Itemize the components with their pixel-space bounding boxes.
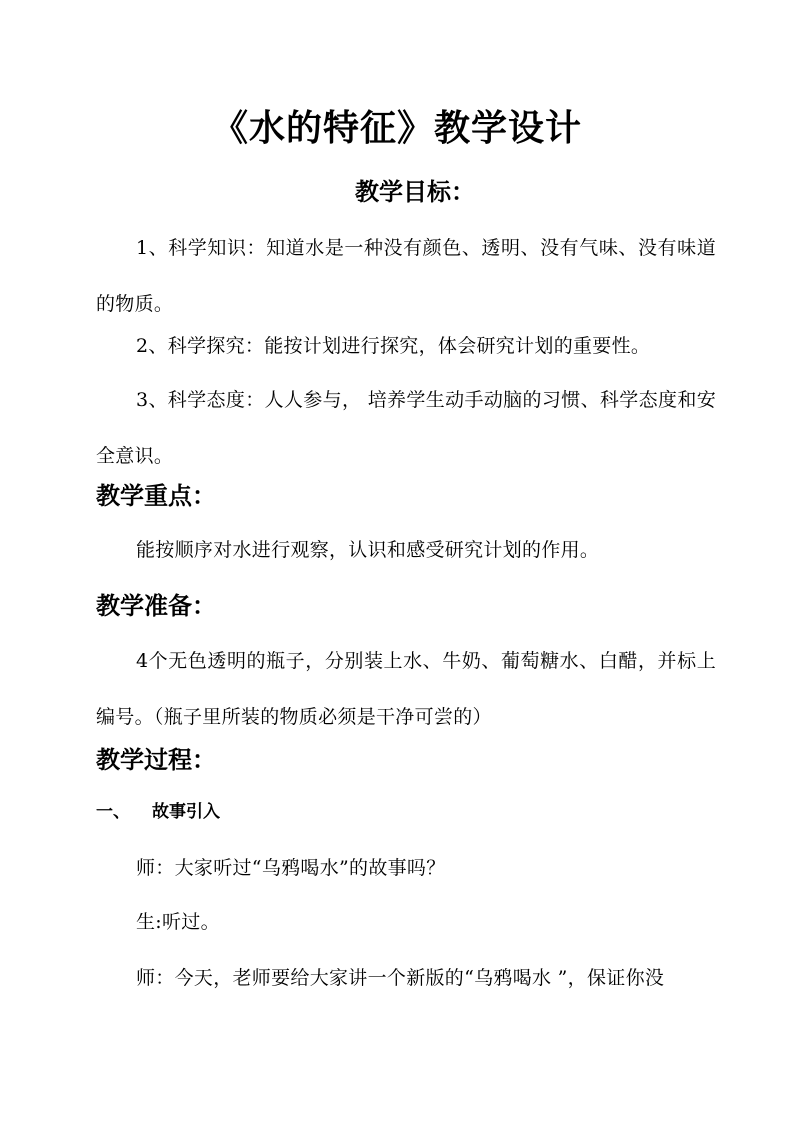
key-points-heading: 教学重点： bbox=[96, 481, 216, 510]
process-heading: 教学过程： bbox=[96, 745, 216, 774]
dialogue-line-1: 师：大家听过“乌鸦喝水”的故事吗？ bbox=[136, 857, 446, 879]
section-one-number: 一、 bbox=[96, 802, 130, 822]
preparation-heading: 教学准备： bbox=[96, 591, 216, 620]
dialogue-line-2: 生:听过。 bbox=[136, 911, 220, 933]
dialogue-line-3: 师：今天，老师要给大家讲一个新版的“乌鸦喝水 ”，保证你没 bbox=[136, 967, 665, 989]
document-title: 《水的特征》教学设计 bbox=[211, 107, 582, 149]
preparation-text: 4个无色透明的瓶子，分别装上水、牛奶、葡萄糖水、白醋，并标上编号。（瓶子里所装的物质必须是干净可尝的） bbox=[96, 650, 716, 728]
key-points-text: 能按顺序对水进行观察，认识和感受研究计划的作用。 bbox=[136, 539, 600, 561]
objective-item-3: 3、科学态度：人人参与， 培养学生动手动脑的习惯、科学态度和安全意识。 bbox=[96, 389, 716, 467]
section-one-label: 故事引入 bbox=[152, 802, 220, 822]
objectives-heading: 教学目标： bbox=[355, 177, 475, 206]
objective-item-2: 2、科学探究：能按计划进行探究，体会研究计划的重要性。 bbox=[136, 335, 651, 357]
objective-item-1: 1、科学知识：知道水是一种没有颜色、透明、没有气味、没有味道的物质。 bbox=[96, 237, 716, 315]
section-one-heading bbox=[96, 798, 220, 826]
